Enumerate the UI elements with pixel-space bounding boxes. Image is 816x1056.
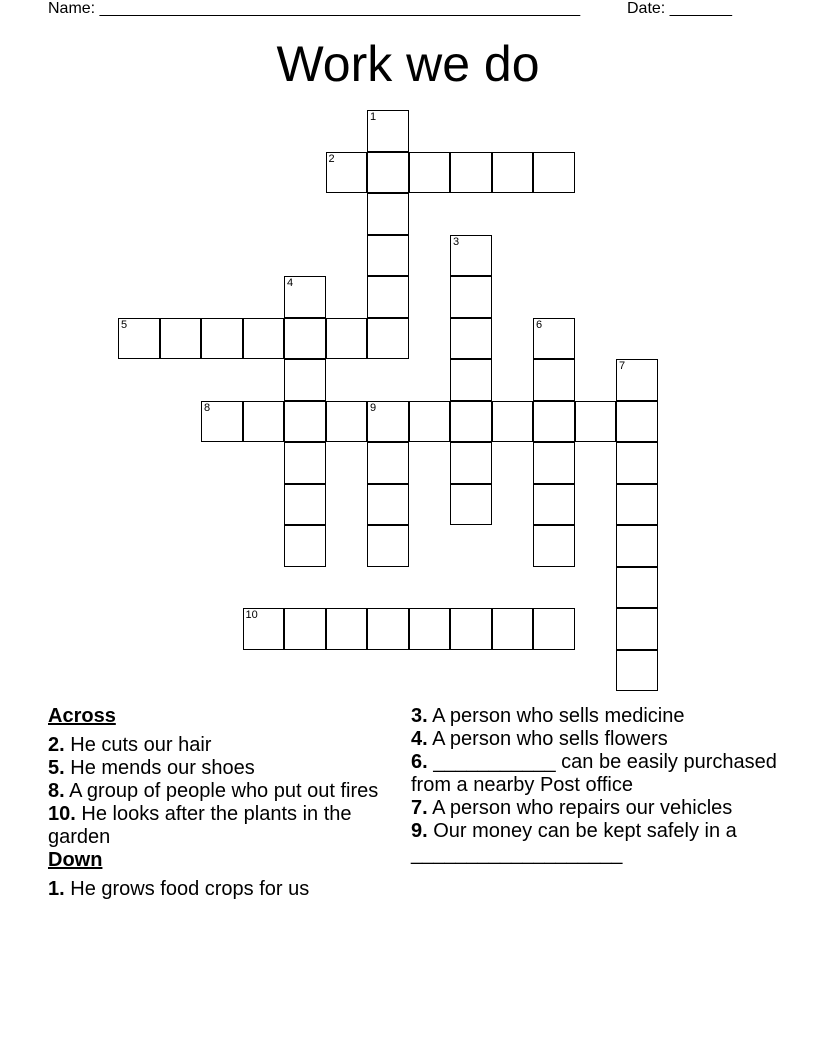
clue-number: 8 — [204, 401, 211, 414]
crossword-cell[interactable] — [450, 608, 492, 650]
date-field-label: Date: _______ — [627, 0, 732, 17]
crossword-cell[interactable] — [284, 525, 326, 567]
crossword-cell[interactable] — [616, 608, 658, 650]
crossword-cell[interactable] — [616, 567, 658, 609]
crossword-cell[interactable] — [533, 318, 575, 360]
crossword-cell[interactable] — [243, 318, 285, 360]
crossword-cell[interactable] — [616, 359, 658, 401]
crossword-cell[interactable] — [326, 152, 368, 194]
clue-down-6: 6. ___________ can be easily purchased from a nearby Post office — [411, 751, 777, 796]
crossword-cell[interactable] — [450, 359, 492, 401]
clue-number: 9 — [370, 401, 377, 414]
crossword-cell[interactable] — [409, 152, 451, 194]
clue-down-9: 9. Our money can be kept safely in a ___________________ — [411, 820, 737, 865]
crossword-cell[interactable] — [243, 608, 285, 650]
crossword-cell[interactable] — [492, 152, 534, 194]
clue-down-7: 7. A person who repairs our vehicles — [411, 797, 733, 819]
crossword-cell[interactable] — [367, 608, 409, 650]
crossword-cell[interactable] — [326, 318, 368, 360]
crossword-cell[interactable] — [284, 401, 326, 443]
crossword-cell[interactable] — [367, 193, 409, 235]
crossword-cell[interactable] — [201, 401, 243, 443]
clue-number: 6 — [536, 318, 543, 331]
crossword-cell[interactable] — [450, 235, 492, 277]
crossword-cell[interactable] — [533, 525, 575, 567]
crossword-cell[interactable] — [533, 484, 575, 526]
crossword-cell[interactable] — [616, 401, 658, 443]
crossword-cell[interactable] — [616, 525, 658, 567]
clue-number: 3 — [453, 235, 460, 248]
clue-number: 10 — [245, 609, 258, 621]
crossword-cell[interactable] — [450, 152, 492, 194]
clue-number: 1 — [370, 111, 377, 123]
clue-number: 2 — [328, 152, 335, 165]
crossword-cell[interactable] — [450, 401, 492, 443]
clue-number: 7 — [619, 360, 626, 372]
clue-across-2: 2. He cuts our hair — [48, 734, 212, 756]
clue-across-8: 8. A group of people who put out fires — [48, 780, 379, 802]
crossword-cell[interactable] — [284, 276, 326, 318]
crossword-cell[interactable] — [367, 442, 409, 484]
crossword-cell[interactable] — [284, 608, 326, 650]
crossword-cell[interactable] — [160, 318, 202, 360]
crossword-cell[interactable] — [409, 401, 451, 443]
crossword-cell[interactable] — [284, 318, 326, 360]
crossword-cell[interactable] — [367, 484, 409, 526]
crossword-cell[interactable] — [367, 235, 409, 277]
crossword-cell[interactable] — [326, 401, 368, 443]
crossword-cell[interactable] — [409, 608, 451, 650]
clue-down-3: 3. A person who sells medicine — [411, 705, 685, 727]
crossword-cell[interactable] — [533, 442, 575, 484]
clue-down-4: 4. A person who sells flowers — [411, 728, 668, 750]
crossword-cell[interactable] — [326, 608, 368, 650]
crossword-cell[interactable] — [450, 484, 492, 526]
crossword-cell[interactable] — [367, 525, 409, 567]
crossword-cell[interactable] — [367, 318, 409, 360]
crossword-cell[interactable] — [616, 484, 658, 526]
crossword-cell[interactable] — [201, 318, 243, 360]
crossword-cell[interactable] — [450, 318, 492, 360]
crossword-cell[interactable] — [118, 318, 160, 360]
crossword-cell[interactable] — [243, 401, 285, 443]
crossword-cell[interactable] — [284, 442, 326, 484]
down-heading: Down — [48, 849, 103, 871]
crossword-cell[interactable] — [284, 484, 326, 526]
crossword-cell[interactable] — [367, 276, 409, 318]
clue-across-10: 10. He looks after the plants in the garden — [48, 803, 352, 848]
crossword-cell[interactable] — [450, 276, 492, 318]
crossword-cell[interactable] — [367, 401, 409, 443]
crossword-cell[interactable] — [492, 608, 534, 650]
crossword-cell[interactable] — [616, 650, 658, 692]
crossword-cell[interactable] — [367, 152, 409, 194]
across-heading: Across — [48, 705, 116, 727]
crossword-cell[interactable] — [533, 152, 575, 194]
clues-column-left — [48, 705, 388, 901]
crossword-cell[interactable] — [533, 359, 575, 401]
clue-number: 5 — [121, 318, 128, 331]
crossword-cell[interactable] — [533, 401, 575, 443]
clue-number: 4 — [287, 277, 294, 289]
clue-down-1: 1. He grows food crops for us — [48, 878, 310, 900]
crossword-cell[interactable] — [284, 359, 326, 401]
page-title: Work we do — [276, 36, 540, 92]
crossword-cell[interactable] — [533, 608, 575, 650]
crossword-cell[interactable] — [492, 401, 534, 443]
clue-across-5: 5. He mends our shoes — [48, 757, 255, 779]
name-field-label: Name: ______________________________________________________ — [48, 0, 581, 17]
crossword-cell[interactable] — [575, 401, 617, 443]
crossword-cell[interactable] — [616, 442, 658, 484]
crossword-cell[interactable] — [450, 442, 492, 484]
clues-column-right — [411, 705, 791, 866]
crossword-cell[interactable] — [367, 110, 409, 152]
